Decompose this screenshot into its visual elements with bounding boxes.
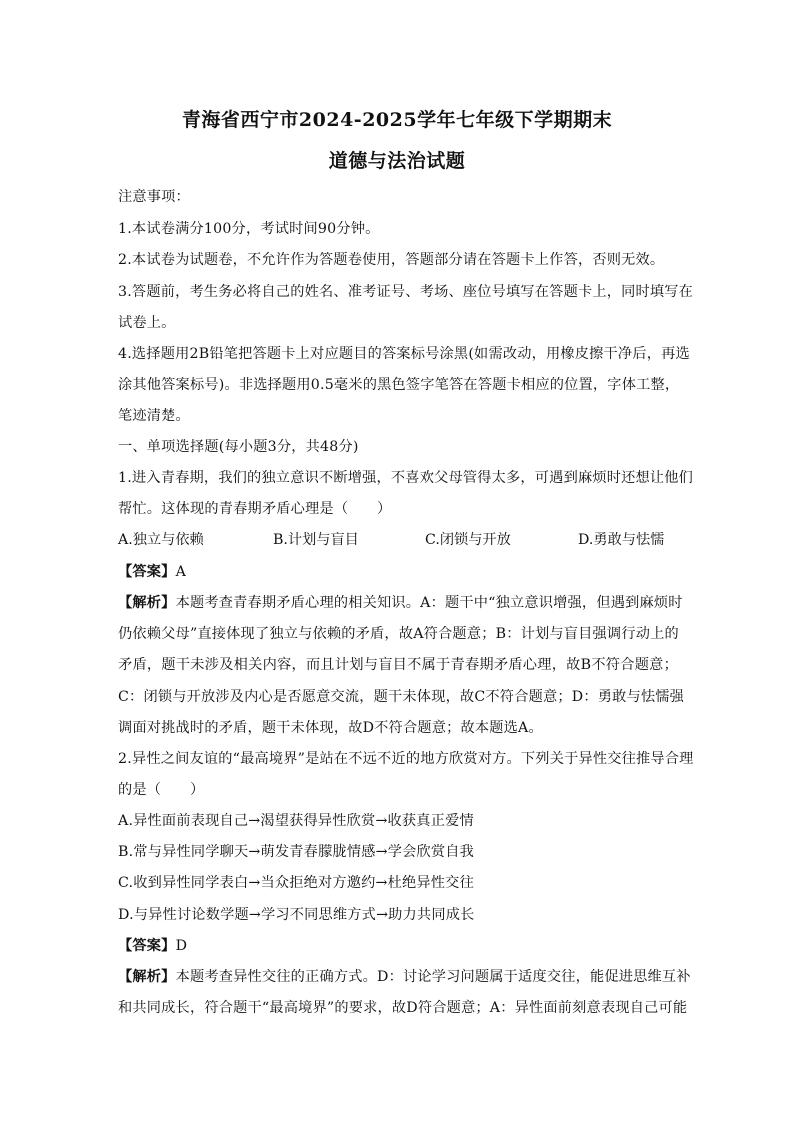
analysis-label: 【解析】 — [118, 595, 176, 611]
question-1-answer — [118, 561, 678, 581]
question-2-stem: 的是（ ） — [118, 782, 205, 798]
question-2-analysis — [118, 966, 691, 986]
question-1-stem: 1.进入青春期，我们的独立意识不断增强，不喜欢父母管得太多，可遇到麻烦时还想让他们 — [118, 470, 694, 486]
notice-item: 3.答题前，考生务必将自己的姓名、准考证号、考场、座位号填写在答题卡上，同时填写在 — [118, 284, 694, 300]
question-2-stem: 2.异性之间友谊的“最高境界”是站在不远不近的地方欣赏对方。下列关于异性交往推导合理 — [118, 751, 694, 767]
question-1-analysis: C：闭锁与开放涉及内心是否愿意交流，题干未体现，故C不符合题意；D：勇敢与怯懦强 — [118, 689, 685, 705]
question-1-stem: 帮忙。这体现的青春期矛盾心理是（ ） — [118, 501, 392, 517]
question-2-option-c: C.收到异性同学表白→当众拒绝对方邀约→杜绝异性交往 — [118, 875, 474, 891]
answer-label: 【答案】 — [118, 938, 176, 954]
question-1-option-b: B.计划与盲目 — [273, 532, 359, 548]
exam-title: 青海省西宁市2024-2025学年七年级下学期期末 — [181, 109, 613, 131]
notice-item: 4.选择题用2B铅笔把答题卡上对应题目的答案标号涂黑(如需改动，用橡皮擦干净后，再选 — [118, 346, 690, 362]
question-1-option-c: C.闭锁与开放 — [425, 532, 511, 548]
question-1-option-d: D.勇敢与怯懦 — [578, 532, 665, 548]
notice-item: 2.本试卷为试题卷，不允许作为答题卷使用，答题部分请在答题卡上作答，否则无效。 — [118, 252, 665, 268]
answer-label: 【答案】 — [118, 564, 176, 580]
notice-item: 试卷上。 — [118, 315, 176, 331]
question-2-answer — [118, 935, 678, 955]
analysis-text: 本题考查青春期矛盾心理的相关知识。A：题干中“独立意识增强，但遇到麻烦时 — [175, 595, 683, 611]
question-1-analysis: 仍依赖父母”直接体现了独立与依赖的矛盾，故A符合题意；B：计划与盲目强调行动上的 — [118, 626, 679, 642]
question-1-analysis: 矛盾，题干未涉及相关内容，而且计划与盲目不属于青春期矛盾心理，故B不符合题意； — [118, 657, 678, 673]
exam-subject-title: 道德与法治试题 — [328, 150, 466, 172]
notice-heading: 注意事项： — [118, 189, 190, 205]
question-1-option-a: A.独立与依赖 — [118, 532, 204, 548]
section-heading: 一、单项选择题(每小题3分，共48分) — [118, 439, 359, 455]
question-1-analysis: 调面对挑战时的矛盾，题干未体现，故D不符合题意；故本题选A。 — [118, 720, 543, 736]
notice-item: 笔迹清楚。 — [118, 408, 190, 424]
answer-value: D — [175, 938, 188, 954]
question-1-analysis — [118, 592, 683, 612]
question-2-option-a: A.异性面前表现自己→渴望获得异性欣赏→收获真正爱情 — [118, 813, 474, 829]
analysis-label: 【解析】 — [118, 969, 176, 985]
notice-item: 1.本试卷满分100分，考试时间90分钟。 — [118, 221, 380, 237]
question-2-option-d: D.与异性讨论数学题→学习不同思维方式→助力共同成长 — [118, 907, 475, 923]
analysis-text: 本题考查异性交往的正确方式。D：讨论学习问题属于适度交往，能促进思维互补 — [175, 969, 691, 985]
question-2-option-b: B.常与异性同学聊天→萌发青春朦胧情感→学会欣赏自我 — [118, 844, 475, 860]
question-2-analysis: 和共同成长，符合题干“最高境界”的要求，故D符合题意；A：异性面前刻意表现自己可能 — [118, 1000, 688, 1016]
answer-value: A — [175, 564, 187, 580]
notice-item: 涂其他答案标号)。非选择题用0.5毫米的黑色签字笔答在答题卡相应的位置，字体工整， — [118, 377, 680, 393]
